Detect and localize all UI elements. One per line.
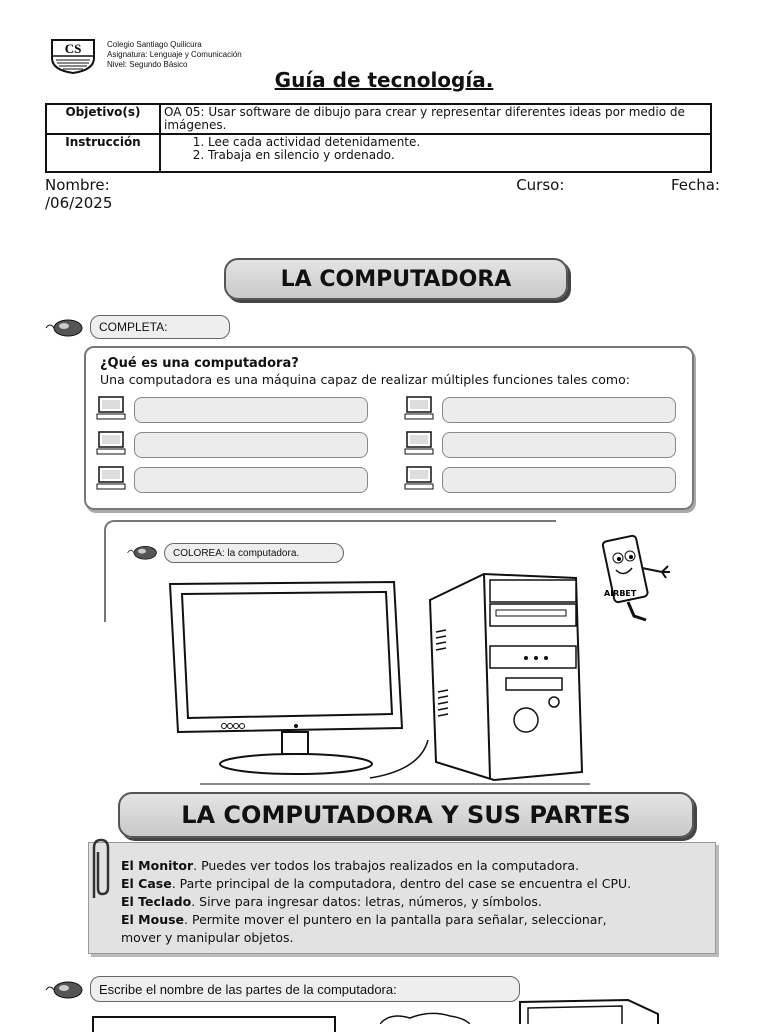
student-meta <box>45 176 720 212</box>
parts-description-box <box>88 842 716 954</box>
pill-escribe: Escribe el nombre de las partes de la computadora: <box>90 976 520 1002</box>
pill-colorea: COLOREA: la computadora. <box>164 543 344 563</box>
mascot-label: AIRBET <box>604 589 637 598</box>
part-line: mover y manipular objetos. <box>121 930 294 945</box>
logo-text: CS <box>64 41 82 56</box>
cable-illustration <box>200 740 600 790</box>
bottom-monitor-partial <box>92 1016 336 1032</box>
banner-partes: LA COMPUTADORA Y SUS PARTES <box>118 792 694 838</box>
answer-line[interactable] <box>442 397 676 423</box>
objective-label: Objetivo(s) <box>46 104 160 134</box>
mouse-icon <box>44 316 84 338</box>
bottom-mouse-partial <box>380 1010 470 1024</box>
computer-icon <box>404 396 434 420</box>
answer-line[interactable] <box>134 432 368 458</box>
part-line: El Case. Parte principal de la computadora, dentro del case se encuentra el CPU. <box>121 876 632 891</box>
answer-line[interactable] <box>442 467 676 493</box>
page-title: Guía de tecnología. <box>274 68 494 92</box>
banner-la-computadora: LA COMPUTADORA <box>224 258 568 300</box>
instruction-item: 1. Lee cada actividad detenidamente. <box>208 136 707 149</box>
school-name: Colegio Santiago Quilicura <box>107 40 202 49</box>
date-label: Fecha: <box>670 176 720 194</box>
answer-line[interactable] <box>442 432 676 458</box>
part-line: El Mouse. Permite mover el puntero en la pantalla para señalar, seleccionar, <box>121 912 607 927</box>
pill-completa: COMPLETA: <box>90 315 230 339</box>
computer-icon <box>96 431 126 455</box>
part-line: El Teclado. Sirve para ingresar datos: letras, números, y símbolos. <box>121 894 542 909</box>
info-table <box>45 103 712 173</box>
computer-icon <box>96 396 126 420</box>
computer-icon <box>404 431 434 455</box>
computer-icon <box>404 466 434 490</box>
computer-icon <box>96 466 126 490</box>
name-label: Nombre: <box>45 176 110 194</box>
mouse-icon <box>44 978 84 1000</box>
mascot-illustration <box>600 528 680 624</box>
school-subject: Asignatura: Lenguaje y Comunicación <box>107 50 242 59</box>
instruction-label: Instrucción <box>46 134 160 172</box>
objective-text: OA 05: Usar software de dibujo para crear y representar diferentes ideas por medio de imágenes. <box>160 104 711 134</box>
part-line: El Monitor. Puedes ver todos los trabajos realizados en la computadora. <box>121 858 580 873</box>
question-sentence: Una computadora es una máquina capaz de realizar múltiples funciones tales como: <box>100 372 630 387</box>
school-info <box>107 40 242 70</box>
instruction-cell <box>160 134 711 172</box>
school-level: Nivel: Segundo Básico <box>107 60 188 69</box>
answer-line[interactable] <box>134 397 368 423</box>
mouse-icon <box>126 543 158 561</box>
bottom-case-partial <box>518 996 668 1024</box>
paperclip-icon <box>84 838 114 902</box>
answer-line[interactable] <box>134 467 368 493</box>
instruction-list <box>164 136 707 162</box>
course-label: Curso: <box>516 176 565 194</box>
question-text: ¿Qué es una computadora? <box>100 356 299 371</box>
instruction-item: 2. Trabaja en silencio y ordenado. <box>208 149 707 162</box>
date-value: /06/2025 <box>45 194 113 212</box>
